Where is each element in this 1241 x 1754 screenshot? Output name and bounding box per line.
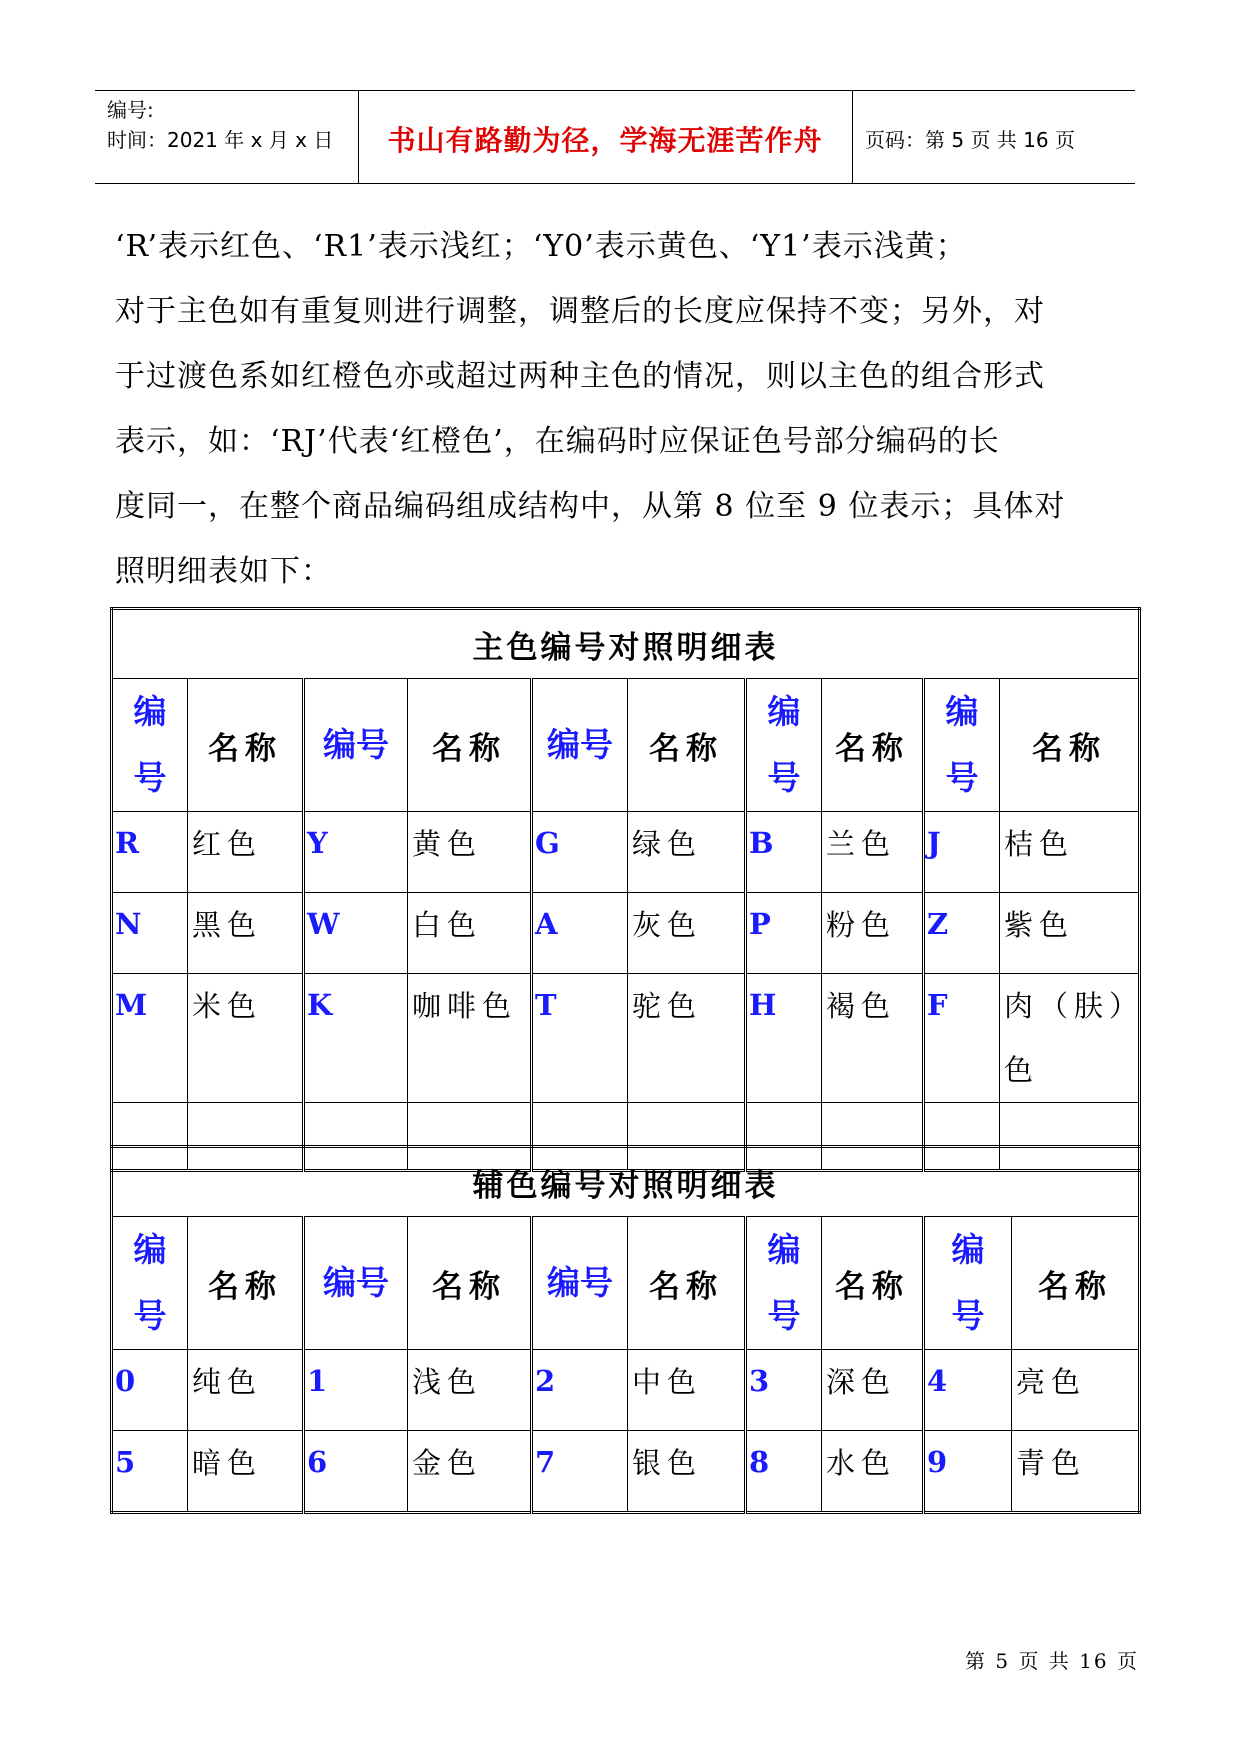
color-code: 3 [746, 1350, 822, 1431]
name-header: 名称 [408, 679, 532, 812]
header-divider [852, 91, 853, 183]
paragraph-line: 照明细表如下： [115, 554, 332, 589]
paragraph-line: 于过渡色系如红橙色亦或超过两种主色的情况，则以主色的组合形式 [115, 359, 1045, 394]
color-name: 米色 [188, 974, 304, 1103]
color-name: 兰色 [822, 812, 924, 893]
color-code: 5 [112, 1431, 188, 1513]
color-name: 咖啡色 [408, 974, 532, 1103]
paragraph-line: 对于主色如有重复则进行调整，调整后的长度应保持不变；另外，对 [115, 294, 1045, 329]
color-name: 中色 [628, 1350, 746, 1431]
color-code: R [112, 812, 188, 893]
paragraph-line: ‘R’表示红色、‘R1’表示浅红；‘Y0’表示黄色、‘Y1’表示浅黄； [115, 229, 967, 264]
color-name: 褐色 [822, 974, 924, 1103]
page-header [95, 90, 1135, 184]
color-name: 深色 [822, 1350, 924, 1431]
code-header: 编 号 [746, 1217, 822, 1350]
color-name: 肉（肤）色 [1000, 974, 1140, 1103]
code-header: 编号 [304, 1217, 408, 1350]
color-code: W [304, 893, 408, 974]
color-name: 亮色 [1012, 1350, 1140, 1431]
table-row [112, 1431, 1140, 1513]
name-header: 名称 [822, 679, 924, 812]
main-color-table [110, 607, 1141, 1172]
code-header: 编 号 [746, 679, 822, 812]
color-name: 青色 [1012, 1431, 1140, 1513]
code-header: 编 号 [924, 1217, 1012, 1350]
color-name: 绿色 [628, 812, 746, 893]
color-name: 白色 [408, 893, 532, 974]
header-motto: 书山有路勤为径，学海无涯苦作舟 [387, 124, 823, 157]
paragraph-line: 度同一，在整个商品编码组成结构中，从第 8 位至 9 位表示；具体对 [115, 489, 1066, 524]
header-page-info: 页码：第 5 页 共 16 页 [865, 128, 1075, 152]
color-code: 8 [746, 1431, 822, 1513]
name-header: 名称 [1012, 1217, 1140, 1350]
name-header: 名称 [188, 1217, 304, 1350]
color-code: A [532, 893, 628, 974]
code-header: 编号 [532, 679, 628, 812]
body-paragraph [115, 214, 1125, 604]
table-row [112, 974, 1140, 1103]
aux-table-header-row [112, 1217, 1140, 1350]
color-code: 0 [112, 1350, 188, 1431]
main-table-title: 主色编号对照明细表 [112, 609, 1140, 679]
name-header: 名称 [1000, 679, 1140, 812]
color-code: F [924, 974, 1000, 1103]
header-meta [107, 95, 333, 155]
color-code: Y [304, 812, 408, 893]
table-row [112, 1350, 1140, 1431]
color-code: J [924, 812, 1000, 893]
name-header: 名称 [628, 679, 746, 812]
paragraph-line: 表示，如：‘RJ’代表‘红橙色’，在编码时应保证色号部分编码的长 [115, 424, 1000, 459]
color-name: 粉色 [822, 893, 924, 974]
code-header: 编号 [532, 1217, 628, 1350]
color-name: 暗色 [188, 1431, 304, 1513]
name-header: 名称 [408, 1217, 532, 1350]
color-code: 6 [304, 1431, 408, 1513]
color-code: 9 [924, 1431, 1012, 1513]
color-name: 桔色 [1000, 812, 1140, 893]
color-name: 黑色 [188, 893, 304, 974]
table-row [112, 812, 1140, 893]
aux-color-table [110, 1145, 1141, 1514]
color-code: G [532, 812, 628, 893]
color-name: 红色 [188, 812, 304, 893]
color-code: N [112, 893, 188, 974]
color-code: 7 [532, 1431, 628, 1513]
time-label: 时间：2021 年 x 月 x 日 [107, 128, 334, 152]
color-code: T [532, 974, 628, 1103]
color-code: H [746, 974, 822, 1103]
color-code: 2 [532, 1350, 628, 1431]
aux-table-title: 辅色编号对照明细表 [112, 1147, 1140, 1217]
color-name: 灰色 [628, 893, 746, 974]
table-row [112, 893, 1140, 974]
color-name: 纯色 [188, 1350, 304, 1431]
code-header: 编号 [304, 679, 408, 812]
color-name: 驼色 [628, 974, 746, 1103]
number-label: 编号: [107, 98, 154, 122]
color-code: Z [924, 893, 1000, 974]
color-name: 紫色 [1000, 893, 1140, 974]
color-code: K [304, 974, 408, 1103]
color-code: P [746, 893, 822, 974]
color-name: 金色 [408, 1431, 532, 1513]
color-name: 浅色 [408, 1350, 532, 1431]
code-header: 编 号 [112, 679, 188, 812]
color-name: 银色 [628, 1431, 746, 1513]
color-code: M [112, 974, 188, 1103]
color-name: 黄色 [408, 812, 532, 893]
name-header: 名称 [822, 1217, 924, 1350]
name-header: 名称 [188, 679, 304, 812]
name-header: 名称 [628, 1217, 746, 1350]
page-footer: 第 5 页 共 16 页 [965, 1649, 1139, 1673]
code-header: 编 号 [112, 1217, 188, 1350]
color-code: B [746, 812, 822, 893]
main-table-header-row [112, 679, 1140, 812]
color-code: 1 [304, 1350, 408, 1431]
color-name: 水色 [822, 1431, 924, 1513]
color-code: 4 [924, 1350, 1012, 1431]
code-header: 编 号 [924, 679, 1000, 812]
